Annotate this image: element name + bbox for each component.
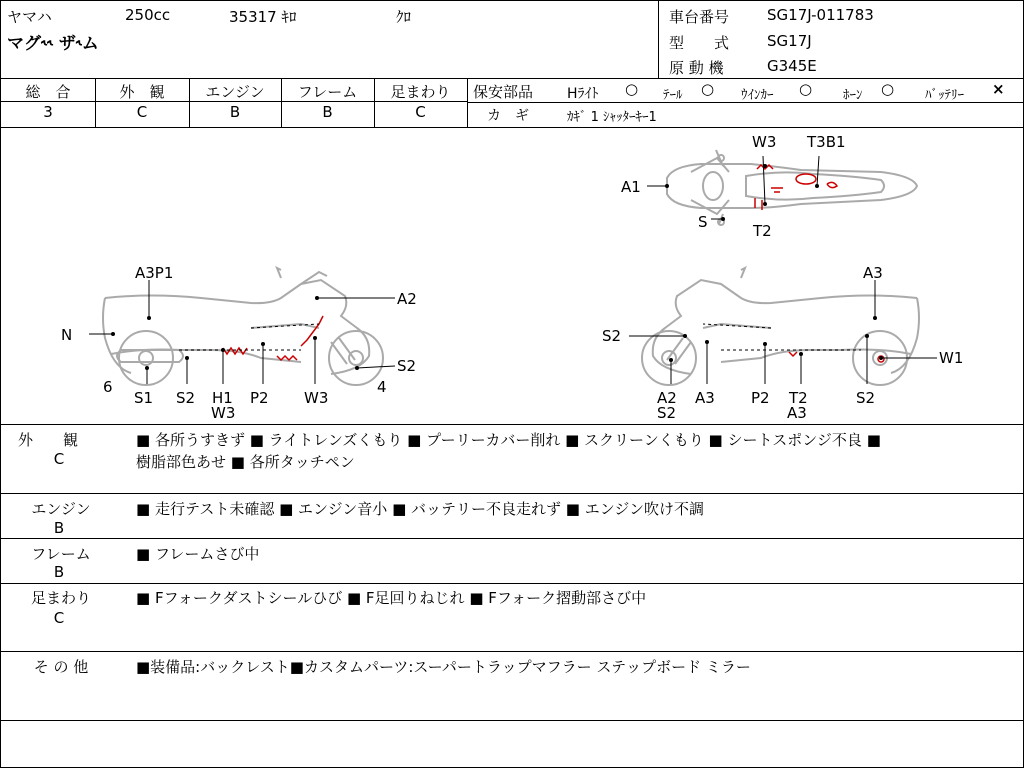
battery-label: ﾊﾞｯﾃﾘｰ bbox=[925, 88, 964, 103]
frame-grade-value: B bbox=[322, 103, 333, 121]
headlight-mark: ○ bbox=[625, 80, 639, 98]
remarks-other-text: ■装備品:バックレスト■カスタムパーツ:スーパートラップマフラー ステップボード ミラー bbox=[136, 658, 751, 676]
diagram-label: A2 bbox=[397, 290, 417, 308]
overall-grade-label: 総 合 bbox=[25, 83, 71, 101]
damage-marks-left bbox=[223, 316, 323, 360]
color: ｸﾛ bbox=[396, 8, 412, 26]
divider bbox=[1, 493, 1023, 494]
diagram-label: A2 bbox=[657, 389, 677, 407]
horn-label: ﾎｰﾝ bbox=[843, 88, 863, 103]
remarks-engine-label: エンジン bbox=[31, 500, 91, 518]
diagram-label: S2 bbox=[657, 404, 677, 422]
divider bbox=[1, 651, 1023, 652]
remarks-exterior-label: 外 観 bbox=[17, 431, 78, 449]
type-value: SG17J bbox=[767, 32, 812, 50]
diagram-label: 4 bbox=[377, 378, 387, 396]
winker-label: ｳｲﾝｶｰ bbox=[741, 88, 774, 103]
engine-grade-label: エンジン bbox=[205, 83, 265, 101]
diagram-label: A3 bbox=[695, 389, 715, 407]
divider bbox=[658, 1, 659, 78]
remarks-suspension-label: 足まわり bbox=[30, 589, 91, 607]
damage-marks-right bbox=[789, 352, 884, 362]
diagram-label: T2 bbox=[789, 389, 808, 407]
top-leaders bbox=[647, 156, 819, 219]
scooter-right-view bbox=[642, 268, 919, 385]
damage-diagram bbox=[1, 128, 1023, 424]
diagram-label: A3 bbox=[863, 264, 883, 282]
left-leader-dots bbox=[111, 296, 359, 370]
diagram-label: H1 bbox=[212, 389, 233, 407]
diagram-label: S2 bbox=[856, 389, 876, 407]
remarks-frame-label: フレーム bbox=[31, 545, 91, 563]
left-dotted-lines bbox=[179, 324, 319, 350]
engine-model-label: 原 動 機 bbox=[669, 59, 724, 77]
overall-grade-value: 3 bbox=[43, 103, 53, 121]
frame-no-value: SG17J-011783 bbox=[767, 6, 874, 24]
battery-mark: × bbox=[992, 80, 1005, 98]
remarks-engine-grade: B bbox=[53, 519, 65, 537]
remarks-frame-grade: B bbox=[53, 563, 65, 581]
diagram-label: A1 bbox=[621, 178, 641, 196]
right-leader-dots bbox=[669, 316, 883, 362]
divider bbox=[1, 424, 1023, 425]
exterior-grade-value: C bbox=[136, 103, 148, 121]
scooter-left-view bbox=[103, 268, 383, 385]
diagram-label: W3 bbox=[211, 404, 236, 422]
diagram-label: T2 bbox=[753, 222, 772, 240]
diagram-label: S2 bbox=[602, 327, 622, 345]
key-value: ｶｷﾞ 1 ｼｬｯﾀｰｷｰ1 bbox=[567, 110, 657, 125]
diagram-label: A3P1 bbox=[135, 264, 174, 282]
diagram-label: S2 bbox=[176, 389, 196, 407]
diagram-label: W3 bbox=[304, 389, 329, 407]
remarks-suspension-text: ■ Fフォークダストシールひび ■ F足回りねじれ ■ Fフォーク摺動部さび中 bbox=[136, 589, 647, 607]
winker-mark: ○ bbox=[799, 80, 813, 98]
remarks-frame-text: ■ フレームさび中 bbox=[136, 545, 260, 563]
diagram-label: S2 bbox=[397, 357, 417, 375]
diagram-label: N bbox=[61, 326, 73, 344]
engine-model-value: G345E bbox=[767, 57, 817, 75]
engine-grade-value: B bbox=[229, 103, 241, 121]
divider bbox=[1, 538, 1023, 539]
safety-parts-label: 保安部品 bbox=[473, 83, 534, 101]
key-label: カ ギ bbox=[487, 108, 529, 124]
diagram-label: T3B1 bbox=[807, 133, 846, 151]
horn-mark: ○ bbox=[881, 80, 895, 98]
type-label: 型 式 bbox=[669, 34, 730, 52]
diagram-label: S bbox=[698, 213, 708, 231]
remarks-engine-text: ■ 走行テスト未確認 ■ エンジン音小 ■ バッテリー不良走れず ■ エンジン吹け不調 bbox=[136, 500, 704, 518]
diagram-label: S1 bbox=[134, 389, 154, 407]
divider bbox=[1, 583, 1023, 584]
diagram-label: A3 bbox=[787, 404, 807, 422]
diagram-label: W1 bbox=[939, 349, 964, 367]
frame-grade-label: フレーム bbox=[297, 83, 358, 101]
taillight-mark: ○ bbox=[701, 80, 715, 98]
diagram-label: W3 bbox=[752, 133, 777, 151]
diagram-label: P2 bbox=[250, 389, 269, 407]
displacement: 250cc bbox=[125, 6, 171, 24]
diagram-label: 6 bbox=[103, 378, 113, 396]
maker: ヤマハ bbox=[7, 8, 52, 26]
remarks-exterior-text-2: 樹脂部色あせ ■ 各所タッチペン bbox=[136, 453, 355, 471]
model-name: マグ˞˞ ザ˞ム bbox=[7, 34, 99, 54]
suspension-grade-label: 足まわり bbox=[390, 83, 451, 101]
diagram-label: P2 bbox=[751, 389, 770, 407]
remarks-exterior-text: ■ 各所うすきず ■ ライトレンズくもり ■ プーリーカバー削れ ■ スクリーンくもり ■ シートスポンジ不良 ■ bbox=[136, 431, 881, 449]
mileage: 35317 ｷﾛ bbox=[229, 8, 297, 26]
suspension-grade-value: C bbox=[415, 103, 426, 121]
exterior-grade-label: 外 観 bbox=[119, 83, 165, 101]
divider bbox=[1, 78, 1023, 79]
remarks-exterior-grade: C bbox=[53, 450, 65, 468]
headlight-label: Hﾗｲﾄ bbox=[567, 86, 599, 102]
taillight-label: ﾃｰﾙ bbox=[663, 88, 683, 103]
frame-no-label: 車台番号 bbox=[669, 8, 730, 26]
right-dotted-lines bbox=[703, 324, 861, 350]
divider bbox=[1, 720, 1023, 721]
remarks-suspension-grade: C bbox=[53, 609, 65, 627]
remarks-other-label: そ の 他 bbox=[33, 658, 89, 676]
